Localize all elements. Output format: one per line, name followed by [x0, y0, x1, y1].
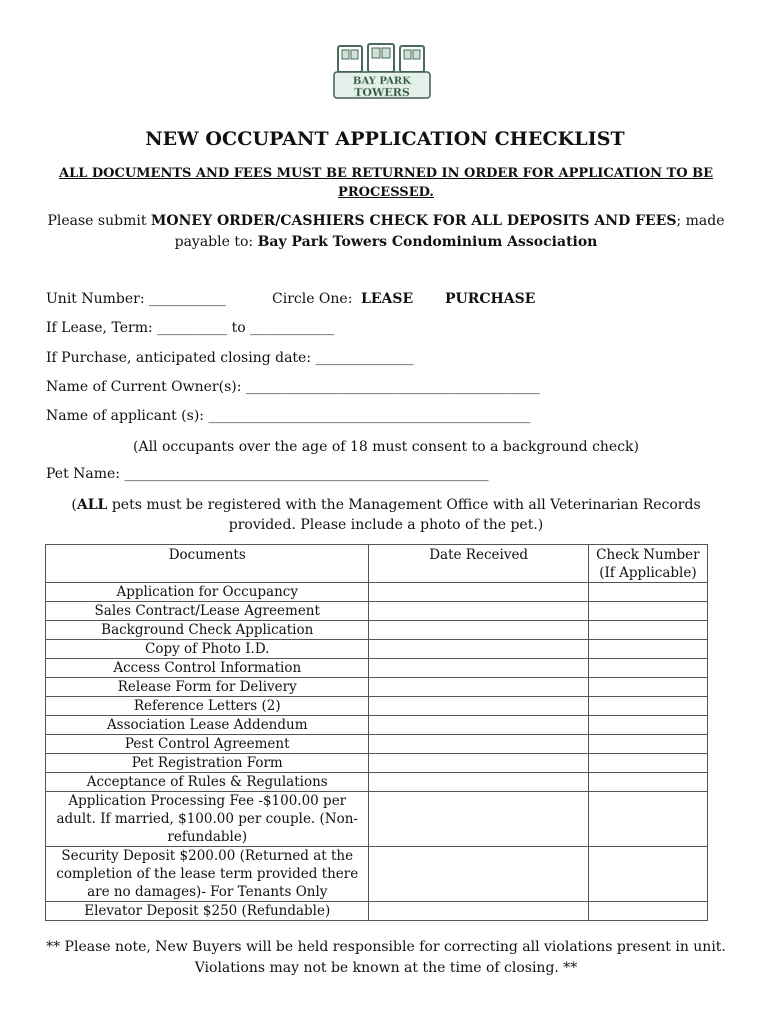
- pet-note-all: ALL: [76, 497, 108, 513]
- check-number-cell[interactable]: [588, 735, 707, 754]
- date-received-cell[interactable]: [369, 602, 588, 621]
- date-received-cell[interactable]: [369, 773, 588, 792]
- date-received-cell[interactable]: [369, 735, 588, 754]
- unit-number-field[interactable]: [46, 291, 226, 307]
- applicant-name-field[interactable]: Name of applicant (s): ______________________________________________: [46, 408, 531, 424]
- date-received-cell[interactable]: [369, 640, 588, 659]
- payment-prefix: Please submit: [47, 213, 151, 229]
- document-name: Association Lease Addendum: [46, 716, 369, 735]
- table-row: [46, 678, 708, 697]
- date-received-cell[interactable]: [369, 847, 588, 902]
- header-date-received: Date Received: [369, 545, 588, 583]
- document-name: Pest Control Agreement: [46, 735, 369, 754]
- document-name: Security Deposit $200.00 (Returned at the completion of the lease term provided there are no damages)- For Tenants Only: [46, 847, 369, 902]
- check-number-cell[interactable]: [588, 678, 707, 697]
- payment-method: MONEY ORDER/CASHIERS CHECK FOR ALL DEPOSITS AND FEES: [150, 213, 677, 229]
- table-row: [46, 583, 708, 602]
- pet-name-field[interactable]: Pet Name: ____________________________________________________: [46, 466, 489, 482]
- lease-option[interactable]: LEASE: [361, 291, 414, 307]
- document-name: Background Check Application: [46, 621, 369, 640]
- bay-park-towers-logo: [330, 42, 434, 100]
- check-number-cell[interactable]: [588, 847, 707, 902]
- pet-registration-note: [50, 495, 722, 535]
- document-name: Acceptance of Rules & Regulations: [46, 773, 369, 792]
- payment-middle: ; made payable to:: [174, 213, 725, 250]
- closing-date-field[interactable]: If Purchase, anticipated closing date: ______________: [46, 350, 414, 366]
- documents-table: [45, 544, 708, 921]
- check-number-cell[interactable]: [588, 792, 707, 847]
- header-documents: Documents: [46, 545, 369, 583]
- date-received-cell[interactable]: [369, 659, 588, 678]
- date-received-cell[interactable]: [369, 678, 588, 697]
- document-name: Copy of Photo I.D.: [46, 640, 369, 659]
- check-number-cell[interactable]: [588, 773, 707, 792]
- document-name: Pet Registration Form: [46, 754, 369, 773]
- document-name: Release Form for Delivery: [46, 678, 369, 697]
- table-row: [46, 792, 708, 847]
- date-received-cell[interactable]: [369, 621, 588, 640]
- date-received-cell[interactable]: [369, 902, 588, 921]
- document-name: Access Control Information: [46, 659, 369, 678]
- document-name: Elevator Deposit $250 (Refundable): [46, 902, 369, 921]
- table-row: [46, 773, 708, 792]
- pet-note-text: pets must be registered with the Management Office with all Veterinarian Records provided. Please include a photo of the pet.): [107, 497, 701, 533]
- table-row: [46, 640, 708, 659]
- violations-notice: ** Please note, New Buyers will be held responsible for correcting all violations present in unit. Violations may not be known at the time of closing. **: [46, 939, 726, 976]
- payment-instructions: [45, 211, 727, 253]
- header-check-number: Check Number (If Applicable): [588, 545, 707, 583]
- table-header-row: [46, 545, 708, 583]
- date-received-cell[interactable]: [369, 583, 588, 602]
- check-number-cell[interactable]: [588, 583, 707, 602]
- check-number-cell[interactable]: [588, 621, 707, 640]
- table-row: [46, 847, 708, 902]
- page-title: NEW OCCUPANT APPLICATION CHECKLIST: [145, 128, 625, 150]
- check-number-cell[interactable]: [588, 659, 707, 678]
- document-name: Application for Occupancy: [46, 583, 369, 602]
- check-number-cell[interactable]: [588, 602, 707, 621]
- table-row: [46, 735, 708, 754]
- background-check-note: (All occupants over the age of 18 must consent to a background check): [133, 439, 639, 455]
- table-row: [46, 716, 708, 735]
- check-number-cell[interactable]: [588, 716, 707, 735]
- unit-number-label: Unit Number: ___________: [46, 291, 227, 307]
- svg-text:BAY PARK: BAY PARK: [353, 76, 411, 87]
- svg-text:TOWERS: TOWERS: [354, 86, 410, 99]
- date-received-cell[interactable]: [369, 697, 588, 716]
- current-owner-field[interactable]: Name of Current Owner(s): __________________________________________: [46, 379, 540, 395]
- document-name: Reference Letters (2): [46, 697, 369, 716]
- check-number-cell[interactable]: [588, 902, 707, 921]
- payee-name: Bay Park Towers Condominium Association: [257, 234, 598, 250]
- table-row: [46, 754, 708, 773]
- check-number-cell[interactable]: [588, 640, 707, 659]
- lease-term-field[interactable]: If Lease, Term: __________ to ____________: [46, 320, 335, 336]
- table-row: [46, 659, 708, 678]
- processing-notice: ALL DOCUMENTS AND FEES MUST BE RETURNED IN ORDER FOR APPLICATION TO BE PROCESSED.: [58, 166, 714, 200]
- table-row: [46, 697, 708, 716]
- document-name: Sales Contract/Lease Agreement: [46, 602, 369, 621]
- pet-note-open: (: [71, 497, 77, 513]
- purchase-option[interactable]: PURCHASE: [445, 291, 536, 307]
- date-received-cell[interactable]: [369, 792, 588, 847]
- circle-one-label: Circle One:: [272, 291, 353, 307]
- date-received-cell[interactable]: [369, 754, 588, 773]
- table-row: [46, 621, 708, 640]
- check-number-cell[interactable]: [588, 754, 707, 773]
- table-row: [46, 902, 708, 921]
- date-received-cell[interactable]: [369, 716, 588, 735]
- check-number-cell[interactable]: [588, 697, 707, 716]
- table-row: [46, 602, 708, 621]
- document-name: Application Processing Fee -$100.00 per adult. If married, $100.00 per couple. (Non-refundable): [46, 792, 369, 847]
